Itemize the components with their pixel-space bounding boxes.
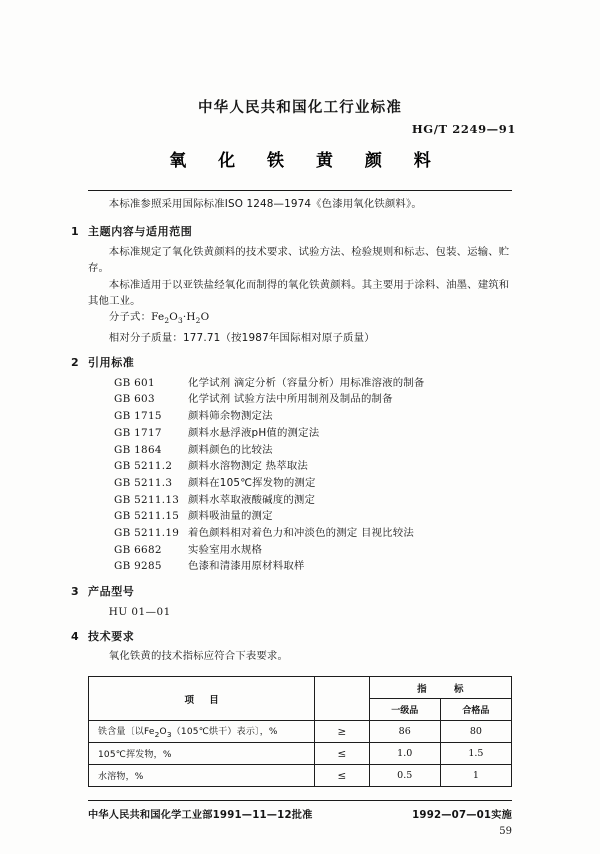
list-item	[114, 525, 512, 542]
row-value-qualified: 1	[440, 765, 511, 787]
list-item	[114, 375, 512, 392]
section-heading-3	[71, 584, 512, 600]
row-value-first-grade: 86	[369, 721, 440, 743]
document-body	[71, 196, 512, 665]
section-number-3: 3	[71, 585, 80, 599]
table-row	[89, 743, 512, 765]
row-comparison-sign: ≤	[315, 743, 369, 765]
row-value-first-grade: 0.5	[369, 765, 440, 787]
reference-name: 着色颜料相对着色力和冲淡色的测定 目视比较法	[188, 527, 414, 540]
footer-divider	[88, 800, 512, 801]
table-header-row-1	[89, 677, 512, 699]
molecular-mass-value: 177.71（按1987年国际相对原子质量）	[182, 331, 375, 344]
row-item-name: 105℃挥发物，%	[89, 743, 315, 765]
page-number: 59	[499, 826, 512, 837]
reference-name: 化学试剂 试验方法中所用制剂及制品的制备	[188, 393, 393, 406]
table-row	[89, 765, 512, 787]
reference-code: GB 601	[114, 376, 155, 389]
section-title-2: 引用标准	[88, 356, 135, 370]
section-number-2: 2	[71, 356, 80, 370]
row-item-name: 水溶物，%	[89, 765, 315, 787]
reference-code: GB 5211.15	[114, 510, 180, 523]
reference-code: GB 9285	[114, 560, 162, 573]
reference-standards-list	[88, 375, 512, 575]
reference-code: GB 5211.2	[114, 460, 173, 473]
list-item	[114, 391, 512, 408]
molecular-mass-label: 相对分子质量：	[108, 331, 183, 344]
column-header-item: 项 目	[89, 677, 315, 721]
reference-code: GB 603	[114, 393, 155, 406]
row-item-name: 铁含量〔以$Fe_2O_3(105℃$烘干）表示〕，%	[89, 721, 315, 743]
section-title-4: 技术要求	[88, 629, 135, 643]
molecular-formula-value: $Fe_2O_3\cdot H_2O$	[151, 311, 210, 326]
technical-requirement-paragraph: 氧化铁黄的技术指标应符合下表要求。	[108, 650, 288, 663]
row-comparison-sign: ≤	[315, 765, 369, 787]
approval-statement: 中华人民共和国化学工业部1991—11—12批准	[88, 810, 313, 821]
reference-code: GB 5211.19	[114, 527, 180, 540]
list-item	[114, 542, 512, 559]
molecular-formula-line	[88, 309, 512, 329]
reference-code: GB 5211.3	[114, 476, 173, 489]
reference-name: 颜料水悬浮液pH值的测定法	[188, 426, 320, 439]
document-header	[0, 96, 600, 117]
page-title: 氧 化 铁 黄 颜 料	[169, 151, 444, 171]
column-header-grade-pass: 合格品	[440, 699, 511, 721]
section-number-1: 1	[71, 225, 80, 239]
reference-name: 颜料筛余物测定法	[188, 410, 273, 423]
reference-code: GB 6682	[114, 543, 162, 556]
list-item	[114, 475, 512, 492]
table-row	[89, 721, 512, 743]
row-value-first-grade: 1.0	[369, 743, 440, 765]
list-item	[114, 425, 512, 442]
standard-organization: 中华人民共和国化工行业标准	[197, 100, 403, 116]
row-comparison-sign: ≥	[315, 721, 369, 743]
column-header-target: 指 标	[369, 677, 511, 699]
reference-code: GB 1715	[114, 410, 162, 423]
section-body-1	[88, 244, 512, 347]
reference-code: GB 1864	[114, 443, 162, 456]
list-item	[114, 458, 512, 475]
header-divider	[88, 190, 512, 191]
intro-paragraph: 本标准参照采用国际标准ISO 1248—1974《色漆用氧化铁颜料》。	[108, 198, 422, 210]
reference-name: 颜料吸油量的测定	[188, 510, 273, 523]
section-heading-4	[71, 629, 512, 645]
reference-name: 实验室用水规格	[188, 543, 263, 556]
section-number-4: 4	[71, 629, 80, 643]
table-header	[89, 677, 512, 721]
list-item	[114, 442, 512, 459]
list-item	[114, 558, 512, 575]
implementation-date: 1992—07—01实施	[412, 810, 512, 821]
reference-name: 颜料水溶物测定 热萃取法	[188, 460, 308, 473]
reference-name: 色漆和清漆用原材料取样	[188, 560, 305, 573]
section-title-3: 产品型号	[88, 585, 135, 599]
specification-table	[88, 676, 512, 787]
list-item	[114, 508, 512, 525]
list-item	[114, 492, 512, 509]
document-footer	[88, 806, 512, 821]
reference-name: 颜料水萃取液酸碱度的测定	[188, 493, 316, 506]
standard-code: HG/T 2249—91	[411, 122, 516, 136]
reference-name: 颜料颜色的比较法	[188, 443, 273, 456]
scope-paragraph-1: 本标准规定了氧化铁黄颜料的技术要求、试验方法、检验规则和标志、包装、运输、贮存。	[88, 245, 510, 275]
section-heading-1	[71, 224, 512, 240]
section-heading-2	[71, 355, 512, 371]
row-value-qualified: 1.5	[440, 743, 511, 765]
molecular-formula-label: 分子式：	[108, 311, 152, 324]
product-model: HU 01—01	[108, 605, 171, 618]
reference-code: GB 5211.13	[114, 493, 180, 506]
section-title-1: 主题内容与适用范围	[88, 225, 193, 239]
row-value-qualified: 80	[440, 721, 511, 743]
column-header-sign	[315, 677, 369, 721]
table-body	[89, 721, 512, 787]
scope-paragraph-2: 本标准适用于以亚铁盐经氧化而制得的氧化铁黄颜料。其主要用于涂料、油墨、建筑和其他工业。	[88, 278, 510, 308]
list-item	[114, 408, 512, 425]
reference-name: 颜料在105℃挥发物的测定	[188, 476, 316, 489]
column-header-grade-first: 一级品	[369, 699, 440, 721]
reference-code: GB 1717	[114, 426, 162, 439]
molecular-mass-line	[88, 330, 512, 346]
reference-name: 化学试剂 滴定分析（容量分析）用标准溶液的制备	[188, 376, 425, 389]
